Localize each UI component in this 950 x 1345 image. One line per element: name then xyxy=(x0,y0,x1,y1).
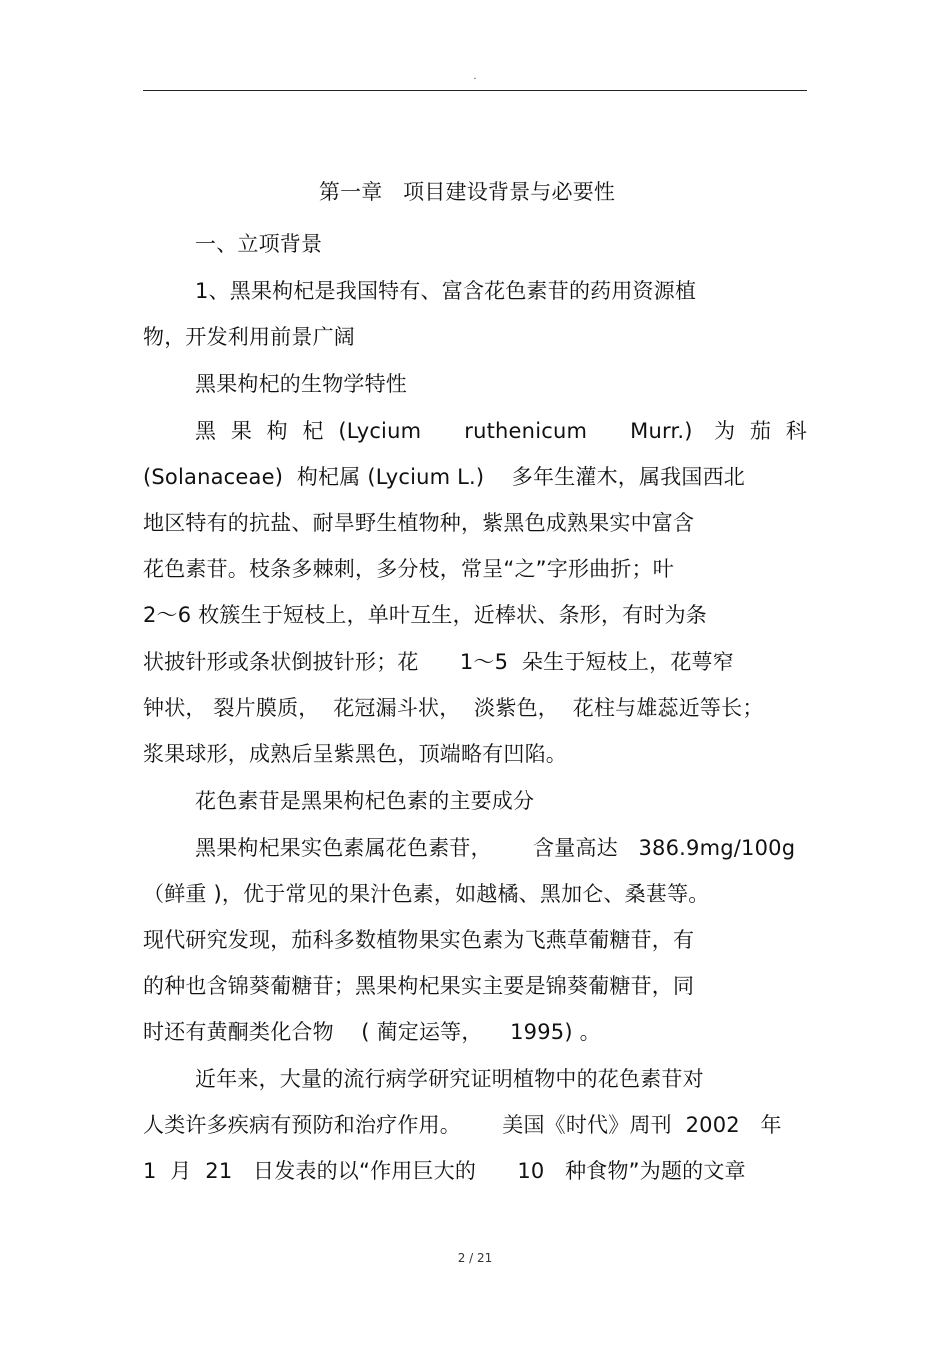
body-text-line: 1 月 21 日发表的以“作用巨大的 10 种食物”为题的文章 xyxy=(143,1159,746,1183)
body-text-line: (Solanaceae) 枸杞属 (Lycium L.) 多年生灌木，属我国西北 xyxy=(143,465,746,489)
body-text-line: 时还有黄酮类化合物 ( 蔺定运等， 1995) 。 xyxy=(143,1020,601,1044)
body-text-line: 钟状， 裂片膜质， 花冠漏斗状， 淡紫色， 花柱与雄蕊近等长； xyxy=(143,696,764,720)
body-text-line: 花色素苷。枝条多棘刺，多分枝，常呈“之”字形曲折；叶 xyxy=(143,557,674,581)
body-text-line: 地区特有的抗盐、耐旱野生植物种，紫黑色成熟果实中富含 xyxy=(143,511,695,535)
paragraph-heading-pigment: 花色素苷是黑果枸杞色素的主要成分 xyxy=(195,789,535,813)
body-text-line: 的种也含锦葵葡糖苷；黑果枸杞果实主要是锦葵葡糖苷，同 xyxy=(143,974,695,998)
page-number: 2 / 21 xyxy=(457,1251,493,1265)
body-text-line: 黑果枸杞果实色素属花色素苷， 含量高达 386.9mg/100g xyxy=(195,836,796,860)
body-text-line: 2～6 枚簇生于短枝上，单叶互生，近棒状、条形，有时为条 xyxy=(143,603,707,627)
body-text-line: （鲜重 )，优于常见的果汁色素，如越橘、黑加仑、桑葚等。 xyxy=(143,882,710,906)
header-mark: . xyxy=(473,71,477,82)
body-text-line: 人类许多疾病有预防和治疗作用。 美国《时代》周刊 2002 年 xyxy=(143,1113,782,1137)
body-text-line: 黑 果 枸 杞 (Lycium ruthenicum Murr.) 为 茄 科 xyxy=(195,419,807,443)
body-text-line: 现代研究发现，茄科多数植物果实色素为飞燕草葡糖苷，有 xyxy=(143,928,695,952)
chapter-title: 第一章 项目建设背景与必要性 xyxy=(318,180,616,204)
body-text-line: 状披针形或条状倒披针形；花 1～5 朵生于短枝上，花萼窄 xyxy=(143,650,734,674)
subsection-heading-line-2: 物，开发利用前景广阔 xyxy=(143,325,355,349)
section-heading: 一、立项背景 xyxy=(195,232,323,256)
body-text-line: 近年来，大量的流行病学研究证明植物中的花色素苷对 xyxy=(195,1067,704,1091)
subsection-heading-line-1: 1、黑果枸杞是我国特有、富含花色素苷的药用资源植 xyxy=(195,279,697,303)
header-divider xyxy=(143,90,807,91)
paragraph-heading-biology: 黑果枸杞的生物学特性 xyxy=(195,372,407,396)
body-text-line: 浆果球形，成熟后呈紫黑色，顶端略有凹陷。 xyxy=(143,742,567,766)
